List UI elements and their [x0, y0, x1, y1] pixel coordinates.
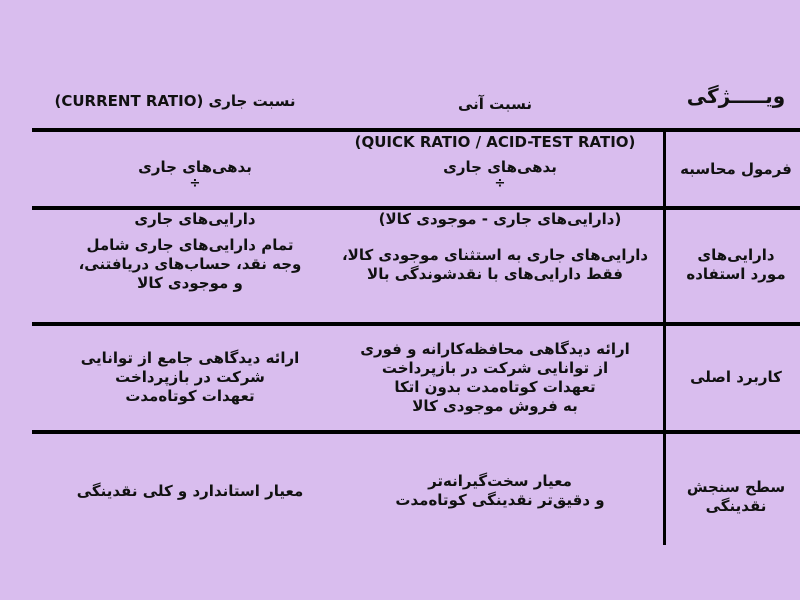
row-label-assets-used: دارایی‌های مورد استفاده — [686, 246, 786, 283]
quick-denominator: (دارایی‌های جاری - موجودی کالا) — [378, 210, 622, 228]
current-formula — [70, 139, 320, 229]
current-numerator: بدهی‌های جاری — [138, 158, 252, 176]
quick-formula — [340, 139, 660, 229]
quick-liquidity-level: معیار سخت‌گیرانه‌تر و دقیق‌تر نقدینگی کوتاه‌مدت — [395, 472, 605, 509]
current-denominator: دارایی‌های جاری — [134, 210, 256, 228]
row-divider-3 — [32, 430, 800, 434]
header-feature: ویـــــژگی — [686, 84, 786, 108]
header-current-ratio: نسبت جاری (CURRENT RATIO) — [54, 92, 296, 110]
quick-numerator: بدهی‌های جاری — [443, 158, 557, 176]
current-liquidity-level: معیار استاندارد و کلی نقدینگی — [76, 482, 304, 500]
row-label-liquidity-level: سطح سنجش نقدینگی — [686, 478, 786, 515]
header-quick-subtitle: (QUICK RATIO / ACID-TEST RATIO) — [354, 133, 636, 151]
row-divider-2 — [32, 322, 800, 326]
column-divider — [663, 130, 666, 545]
header-quick-title: نسبت آنی — [457, 95, 533, 113]
row-label-formula: فرمول محاسبه — [680, 160, 792, 178]
quick-main-usage: ارائه دیدگاهی محافظه‌کارانه و فوری از توانایی شرکت در بازپرداخت تعهدات کوتاه‌مدت بدون اتکا به فروش موجودی کالا — [360, 340, 630, 415]
current-assets-used: تمام دارایی‌های جاری شامل وجه نقد، حساب‌های دریافتنی، و موجودی کالا — [78, 236, 302, 292]
quick-assets-used: دارایی‌های جاری به استثنای موجودی کالا، فقط دارایی‌های با نقدشوندگی بالا — [341, 246, 649, 283]
divide-icon: ÷ — [494, 176, 506, 191]
row-label-main-usage: کاربرد اصلی — [690, 368, 782, 386]
divide-icon: ÷ — [189, 176, 201, 191]
current-main-usage: ارائه دیدگاهی جامع از توانایی شرکت در بازپرداخت تعهدات کوتاه‌مدت — [80, 349, 300, 405]
